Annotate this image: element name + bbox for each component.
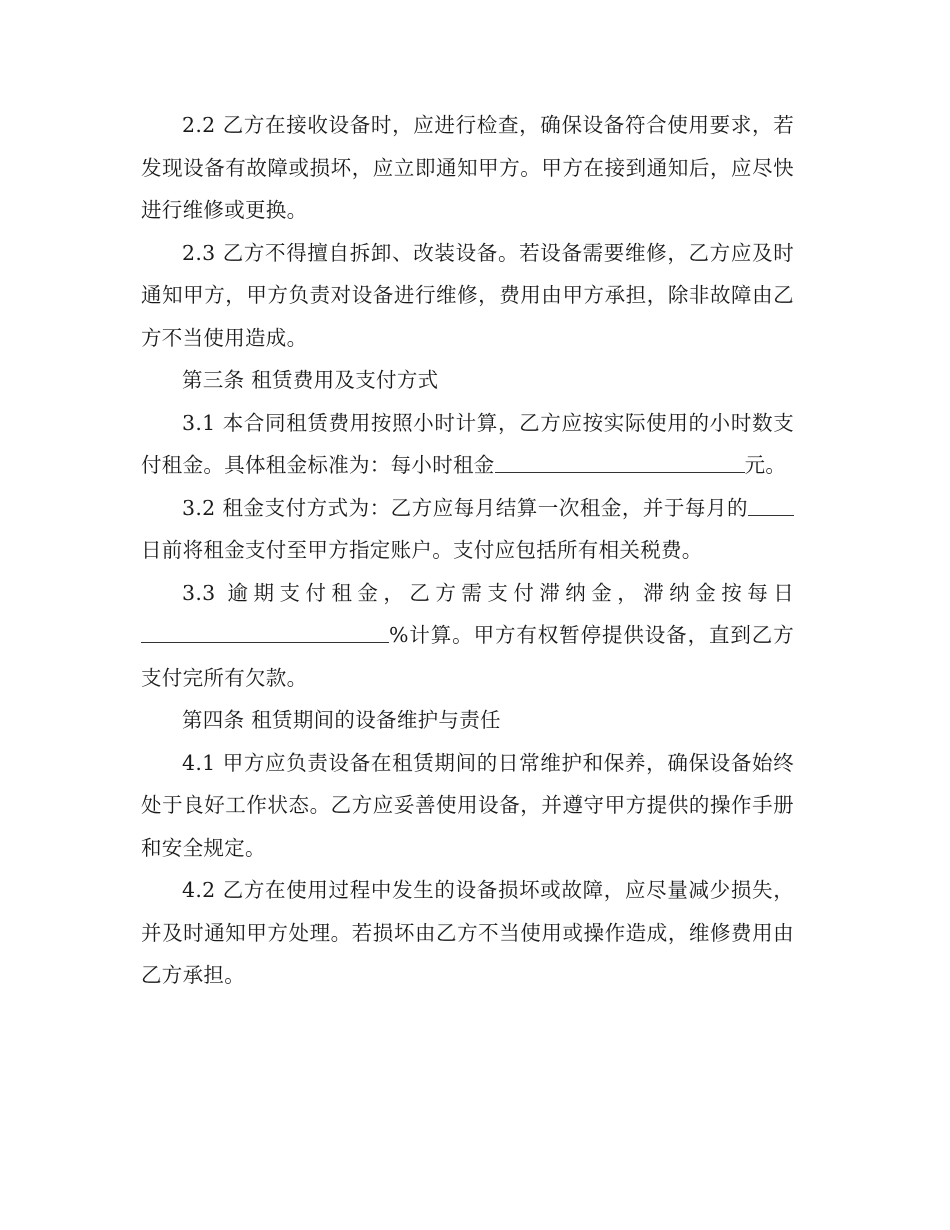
clause-3-1-text: 3.1 本合同租赁费用按照小时计算，乙方应按实际使用的小时数支付租金。具体租金标准为：每小时租金 xyxy=(141,410,794,477)
clause-3-3 xyxy=(141,572,794,700)
clause-3-2 xyxy=(141,487,794,572)
article-4-heading: 第四条 租赁期间的设备维护与责任 xyxy=(182,708,501,732)
payment-day-blank xyxy=(748,494,794,516)
late-fee-rate-blank xyxy=(141,622,389,644)
clause-3-2-rest: 日前将租金支付至甲方指定账户。支付应包括所有相关税费。 xyxy=(141,538,703,562)
clause-2-3: 2.3 乙方不得擅自拆卸、改装设备。若设备需要维修，乙方应及时通知甲方，甲方负责对设备进行维修，费用由甲方承担，除非故障由乙方不当使用造成。 xyxy=(141,240,794,350)
clause-4-2: 4.2 乙方在使用过程中发生的设备损坏或故障，应尽量减少损失，并及时通知甲方处理。若损坏由乙方不当使用或操作造成，维修费用由乙方承担。 xyxy=(141,878,794,987)
hourly-rent-blank xyxy=(495,452,745,474)
clause-3-2-text: 3.2 租金支付方式为：乙方应每月结算一次租金，并于每月的 xyxy=(182,495,748,520)
clause-3-3-rest: %计算。甲方有权暂停提供设备，直到乙方支付完所有欠款。 xyxy=(141,623,794,690)
contract-body xyxy=(141,104,794,997)
article-3-heading: 第三条 租赁费用及支付方式 xyxy=(182,368,439,392)
clause-3-1 xyxy=(141,402,794,487)
clause-3-3-text: 3.3 逾期支付租金，乙方需支付滞纳金，滞纳金按每日 xyxy=(182,580,794,605)
clause-4-1: 4.1 甲方应负责设备在租赁期间的日常维护和保养，确保设备始终处于良好工作状态。乙方应妥善使用设备，并遵守甲方提供的操作手册和安全规定。 xyxy=(141,750,794,860)
clause-3-1-unit: 元。 xyxy=(744,453,787,477)
clause-2-2: 2.2 乙方在接收设备时，应进行检查，确保设备符合使用要求，若发现设备有故障或损坏，应立即通知甲方。甲方在接到通知后，应尽快进行维修或更换。 xyxy=(141,113,794,222)
